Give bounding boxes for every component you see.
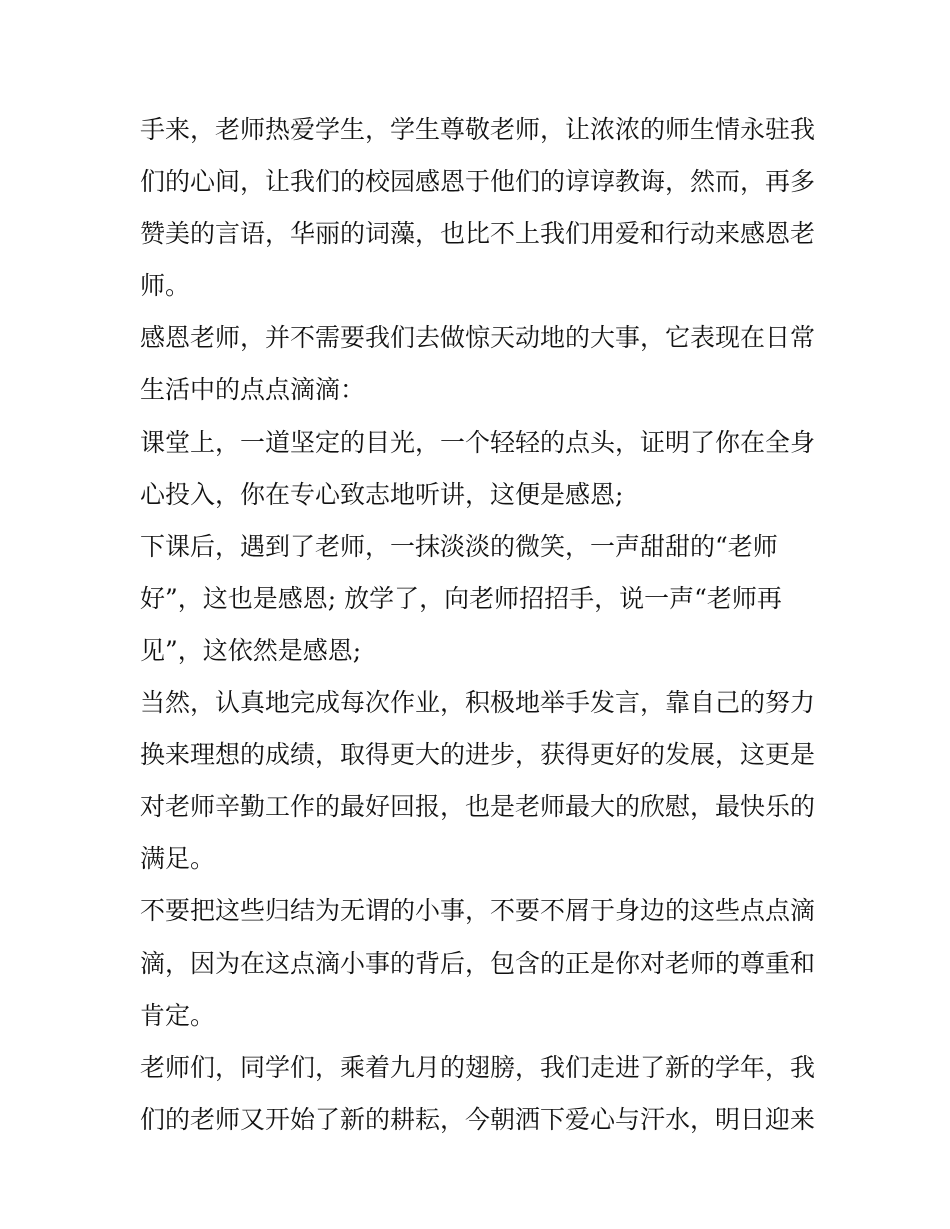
text-body: [140, 104, 820, 1146]
text-line: 满足。: [140, 844, 216, 874]
text-line: 手来，老师热爱学生，学生尊敬老师，让浓浓的师生情永驻我: [140, 115, 816, 144]
text-line: 课堂上，一道坚定的目光，一个轻轻的点头，证明了你在全身: [140, 427, 816, 457]
text-line: 们的心间，让我们的校园感恩于他们的谆谆教诲，然而，再多: [140, 167, 816, 197]
text-line: 对老师辛勤工作的最好回报，也是老师最大的欣慰，最快乐的: [140, 792, 816, 822]
text-line: 们的老师又开始了新的耕耘，今朝洒下爱心与汗水，明日迎来: [140, 1104, 816, 1134]
text-line: 心投入，你在专心致志地听讲，这便是感恩;: [140, 479, 624, 509]
text-line: 滴，因为在这点滴小事的背后，包含的正是你对老师的尊重和: [140, 948, 816, 978]
text-line: 师。: [140, 271, 191, 301]
text-line: 不要把这些归结为无谓的小事，不要不屑于身边的这些点点滴: [140, 896, 816, 926]
text-line: 见”，这依然是感恩;: [140, 635, 362, 665]
text-line: 感恩老师，并不需要我们去做惊天动地的大事，它表现在日常: [140, 323, 816, 353]
text-line: 老师们，同学们，乘着九月的翅膀，我们走进了新的学年，我: [140, 1052, 816, 1082]
text-line: 生活中的点点滴滴：: [140, 375, 366, 405]
text-line: 好”，这也是感恩; 放学了，向老师招招手，说一声“老师再: [140, 583, 782, 613]
text-line: 当然，认真地完成每次作业，积极地举手发言，靠自己的努力: [140, 688, 816, 718]
text-line: 下课后，遇到了老师，一抹淡淡的微笑，一声甜甜的“老师: [140, 531, 778, 561]
text-line: 肯定。: [140, 1000, 216, 1030]
text-line: 换来理想的成绩，取得更大的进步，获得更好的发展，这更是: [140, 740, 816, 770]
text-line: 赞美的言语，华丽的词藻，也比不上我们用爱和行动来感恩老: [140, 219, 816, 249]
